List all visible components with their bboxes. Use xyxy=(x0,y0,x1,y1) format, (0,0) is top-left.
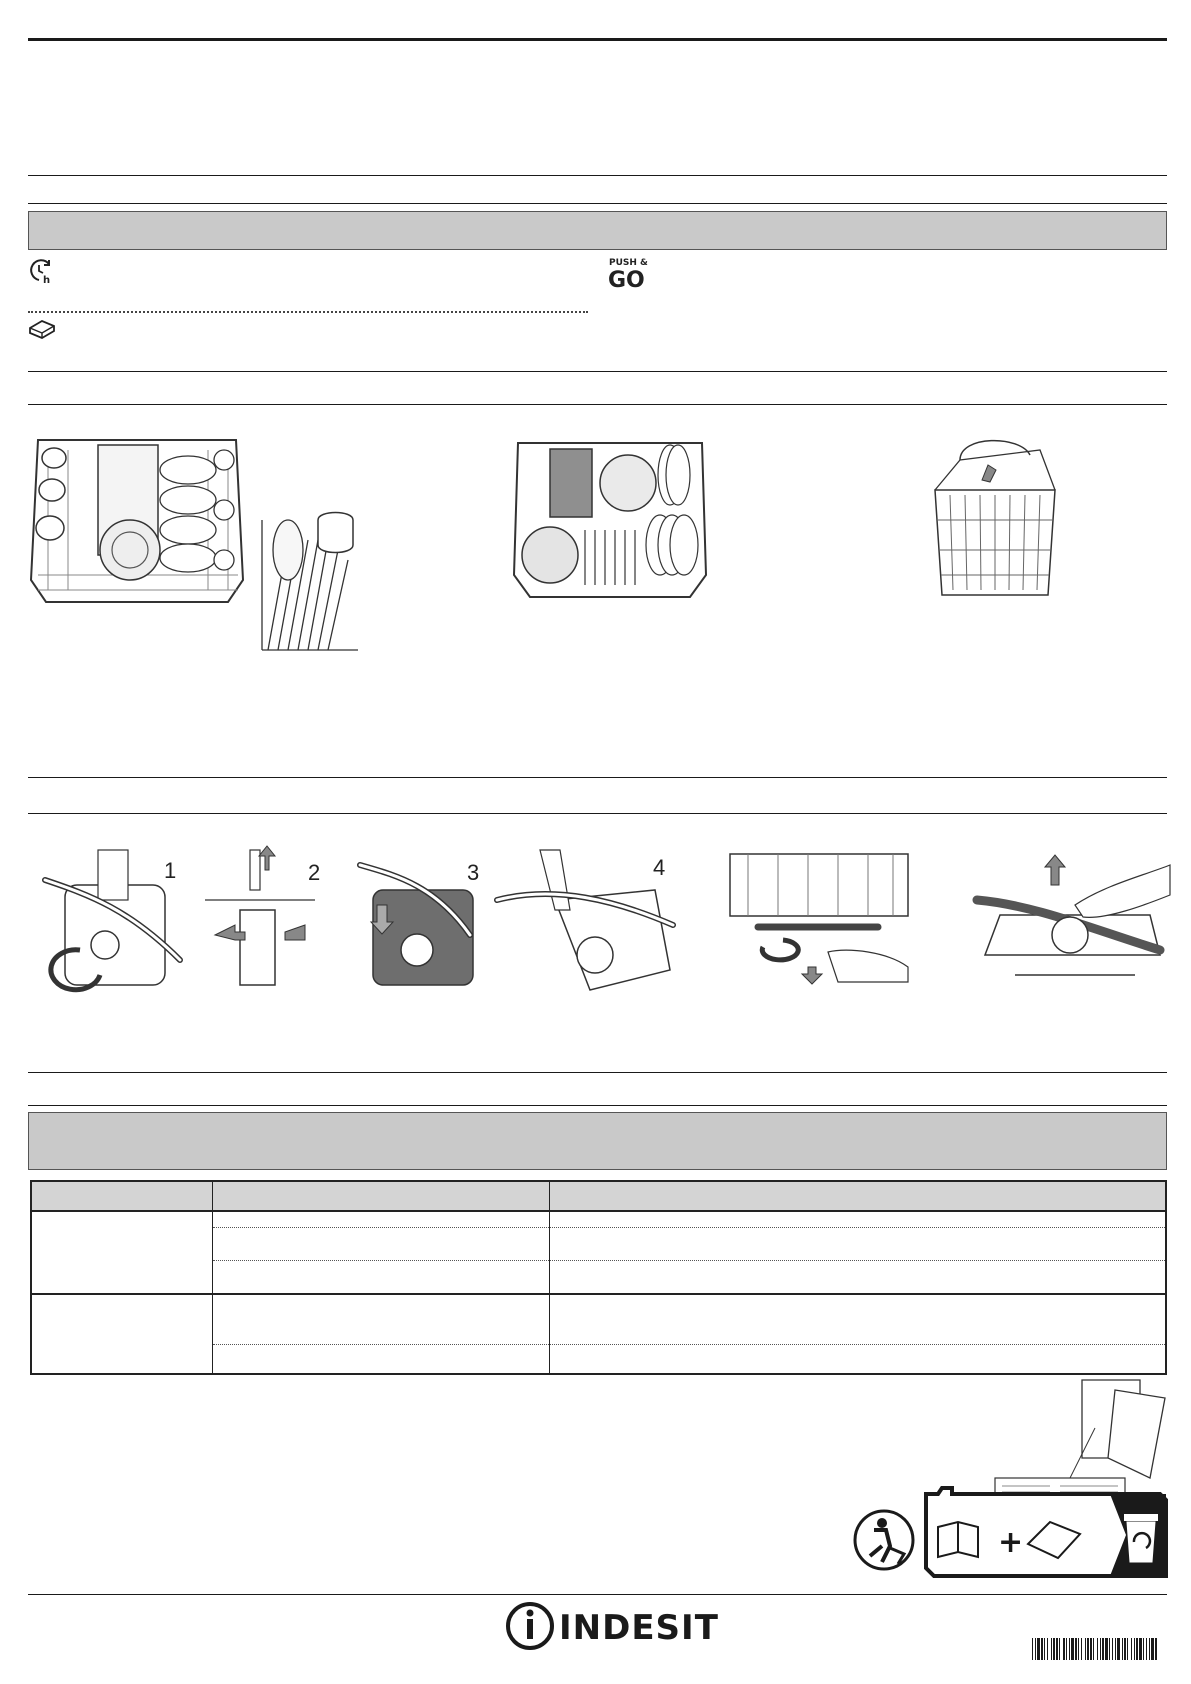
barcode-bar xyxy=(1047,1638,1048,1660)
timer-delay-icon xyxy=(27,256,55,284)
troubleshooting-table xyxy=(30,1180,1167,1375)
barcode xyxy=(1032,1638,1160,1660)
table-header-cell xyxy=(212,1181,549,1211)
spray-arm-step-2 xyxy=(205,850,325,990)
troubleshooting-header-bar xyxy=(28,1112,1167,1170)
barcode-bar xyxy=(1056,1638,1058,1660)
spray-arm-step-3 xyxy=(355,850,495,990)
barcode-bar xyxy=(1112,1638,1113,1660)
section-rule xyxy=(28,813,1167,814)
lower-basket-illustration xyxy=(28,430,246,615)
table-cell xyxy=(549,1211,1166,1227)
table-cell xyxy=(212,1344,549,1374)
recycling-symbol-icon xyxy=(852,1508,916,1572)
table-cell xyxy=(549,1294,1166,1344)
push-go-line2: GO xyxy=(608,268,645,293)
step-number: 4 xyxy=(653,855,666,880)
lower-spray-arm-lift-illustration xyxy=(975,855,1170,985)
step-number: 1 xyxy=(164,858,177,883)
table-cell xyxy=(31,1294,212,1374)
barcode-bar xyxy=(1136,1638,1138,1660)
footer-rule xyxy=(28,1594,1167,1595)
section-rule xyxy=(28,371,1167,372)
table-cell xyxy=(212,1227,549,1260)
barcode-bar xyxy=(1087,1638,1089,1660)
table-header-cell xyxy=(31,1181,212,1211)
barcode-bar xyxy=(1085,1638,1086,1660)
barcode-bar xyxy=(1066,1638,1067,1660)
barcode-bar xyxy=(1059,1638,1060,1660)
dotted-separator xyxy=(28,311,588,313)
rack-side-illustration xyxy=(258,500,368,655)
barcode-bar xyxy=(1044,1638,1045,1660)
barcode-bar xyxy=(1105,1638,1108,1660)
table-cell xyxy=(31,1211,212,1294)
step-number: 2 xyxy=(308,860,321,885)
detergent-tablet-icon xyxy=(27,318,57,342)
barcode-bar xyxy=(1134,1638,1135,1660)
table-header-row xyxy=(31,1181,1166,1211)
barcode-bar xyxy=(1124,1638,1126,1660)
barcode-bar xyxy=(1115,1638,1116,1660)
table-row xyxy=(31,1294,1166,1344)
barcode-bar xyxy=(1100,1638,1101,1660)
section-header-bar xyxy=(28,211,1167,250)
svg-text:h: h xyxy=(43,275,51,286)
barcode-bar xyxy=(1093,1638,1094,1660)
barcode-bar xyxy=(1063,1638,1065,1660)
spray-arm-step-4 xyxy=(495,850,685,995)
barcode-bar xyxy=(1071,1638,1074,1660)
barcode-bar xyxy=(1075,1638,1077,1660)
plus-symbol: + xyxy=(998,1525,1024,1560)
table-cell xyxy=(549,1260,1166,1294)
barcode-bar xyxy=(1037,1638,1040,1660)
table-row xyxy=(31,1211,1166,1227)
section-rule xyxy=(28,777,1167,778)
table-cell xyxy=(212,1294,549,1344)
barcode-bar xyxy=(1151,1638,1154,1660)
barcode-bar xyxy=(1127,1638,1128,1660)
table-header-cell xyxy=(549,1181,1166,1211)
upper-spray-arm-illustration xyxy=(728,852,913,992)
brand-name: INDESIT xyxy=(559,1608,719,1648)
barcode-bar xyxy=(1155,1638,1157,1660)
table-cell xyxy=(549,1344,1166,1374)
spray-arm-step-1 xyxy=(40,850,190,990)
brand-logo xyxy=(505,1600,719,1652)
barcode-bar xyxy=(1146,1638,1147,1660)
barcode-bar xyxy=(1035,1638,1036,1660)
barcode-bar xyxy=(1139,1638,1142,1660)
barcode-bar xyxy=(1051,1638,1052,1660)
table-cell xyxy=(549,1227,1166,1260)
cutlery-basket-illustration xyxy=(920,430,1070,600)
barcode-bar xyxy=(1143,1638,1144,1660)
barcode-bar xyxy=(1041,1638,1043,1660)
section-rule xyxy=(28,175,1167,176)
upper-basket-illustration xyxy=(510,435,710,610)
barcode-bar xyxy=(1131,1638,1132,1660)
barcode-bar xyxy=(1069,1638,1070,1660)
section-rule xyxy=(28,1105,1167,1106)
recycling-instructions-panel xyxy=(920,1482,1170,1582)
table-cell xyxy=(212,1260,549,1294)
table-cell xyxy=(212,1211,549,1227)
barcode-bar xyxy=(1102,1638,1104,1660)
push-go-line1: PUSH & xyxy=(609,258,648,268)
barcode-bar xyxy=(1122,1638,1123,1660)
section-rule xyxy=(28,404,1167,405)
barcode-bar xyxy=(1053,1638,1055,1660)
barcode-bar xyxy=(1117,1638,1120,1660)
barcode-bar xyxy=(1149,1638,1150,1660)
barcode-bar xyxy=(1097,1638,1098,1660)
barcode-bar xyxy=(1032,1638,1033,1660)
step-number: 3 xyxy=(467,860,480,885)
top-thick-rule xyxy=(28,38,1167,41)
barcode-bar xyxy=(1078,1638,1079,1660)
barcode-bar xyxy=(1109,1638,1110,1660)
push-and-go-icon xyxy=(608,255,654,291)
section-rule xyxy=(28,203,1167,204)
barcode-bar xyxy=(1090,1638,1092,1660)
barcode-bar xyxy=(1081,1638,1082,1660)
section-rule xyxy=(28,1072,1167,1073)
